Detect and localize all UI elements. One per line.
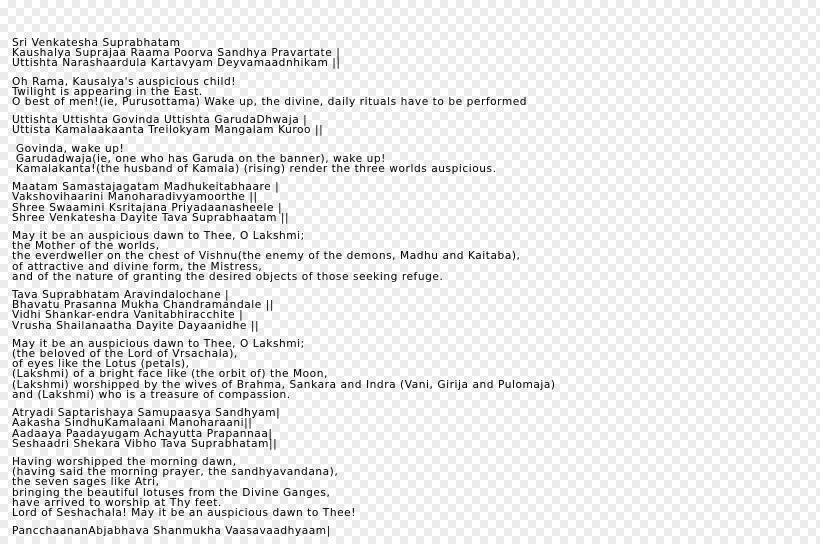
- text-line: Shree Swaamini Ksritajana Priyadaanasheele |: [12, 201, 283, 214]
- text-line: Govinda, wake up!: [12, 142, 125, 155]
- text-line: Vrusha Shailanaatha Dayite Dayaanidhe ||: [12, 319, 260, 332]
- text-line: Seshaadri Shekara Vibho Tava Suprabhatam||: [12, 437, 278, 450]
- text-line: bringing the beautiful lotuses from the Divine Ganges,: [12, 486, 331, 499]
- text-line: the Mother of the worlds,: [12, 240, 160, 253]
- text-line: of eyes like the Lotus (petals),: [12, 358, 190, 371]
- text-line: Uttishta Uttishta Govinda Uttishta GarudaDhwaja |: [12, 114, 308, 127]
- document-body: [12, 38, 812, 544]
- text-line: Sri Venkatesha Suprabhatam: [12, 37, 181, 49]
- stanza: [12, 182, 812, 223]
- text-line: the seven sages like Atri,: [12, 476, 160, 489]
- stanza: [12, 38, 812, 69]
- text-line: Oh Rama, Kausalya's auspicious child!: [12, 75, 237, 88]
- text-line: Kaushalya Suprajaa Raama Poorva Sandhya Pravartate |: [12, 47, 341, 60]
- stanza: [12, 290, 812, 331]
- text-line: Vakshovihaarini Manoharadivyamoorthe ||: [12, 191, 258, 204]
- text-line: Uttishta Narashaardula Kartavyam Deyvamaadnhikam ||: [12, 57, 341, 70]
- text-line: May it be an auspicious dawn to Thee, O Lakshmi;: [12, 230, 305, 243]
- text-line: Aadaaya Paadayugam Achayutta Prapannaa|: [12, 427, 273, 440]
- text-line: Shree Venkatesha Dayite Tava Suprabhaatam ||: [12, 211, 290, 224]
- stanza: [12, 408, 812, 449]
- text-line: (the beloved of the Lord of Vrsachala),: [12, 348, 238, 361]
- text-line: Atryadi Saptarishaya Samupaasya Sandhyam|: [12, 407, 281, 420]
- text-line: Kamalakanta!(the husband of Kamala) (rising) render the three worlds auspicious.: [12, 163, 497, 176]
- text-line: Tava Suprabhatam Aravindalochane |: [12, 289, 230, 302]
- text-line: (Lakshmi) worshipped by the wives of Brahma, Sankara and Indra (Vani, Girija and Pulomaja): [12, 378, 556, 391]
- text-line: (having said the morning prayer, the sandhyavandana),: [12, 466, 339, 479]
- text-line: O best of men!(ie, Purusottama) Wake up, the divine, daily rituals have to be performed: [12, 96, 528, 109]
- text-line: PancchaananAbjabhava Shanmukha Vaasavaadhyaam|: [12, 525, 331, 538]
- stanza: [12, 339, 812, 400]
- text-line: and (Lakshmi) who is a treasure of compassion.: [12, 388, 291, 401]
- text-line: Aakasha SindhuKamalaani Manoharaani||: [12, 417, 253, 430]
- stanza: [12, 144, 812, 175]
- text-line: Having worshipped the morning dawn,: [12, 455, 237, 468]
- text-line: Garudadwaja(ie, one who has Garuda on the banner), wake up!: [12, 152, 386, 165]
- text-line: Lord of Seshachala! May it be an auspicious dawn to Thee!: [12, 506, 357, 519]
- stanza: [12, 231, 812, 282]
- stanza: [12, 526, 812, 536]
- stanza: [12, 457, 812, 518]
- stanza: [12, 115, 812, 135]
- text-line: Vidhi Shankar-endra Vanitabhiracchite |: [12, 309, 244, 322]
- text-line: Uttista Kamalaakaanta Treilokyam Mangalam Kuroo ||: [12, 124, 324, 137]
- stanza: [12, 77, 812, 108]
- text-line: of attractive and divine form, the Mistress,: [12, 260, 263, 273]
- text-line: (Lakshmi) of a bright face like (the orbit of) the Moon,: [12, 368, 328, 381]
- text-line: the everdweller on the chest of Vishnu(the enemy of the demons, Madhu and Kaitaba),: [12, 250, 521, 263]
- text-line: Twilight is appearing in the East.: [12, 85, 203, 98]
- text-line: and of the nature of granting the desired objects of those seeking refuge.: [12, 270, 444, 283]
- text-line: Bhavatu Prasanna Mukha Chandramandale ||: [12, 299, 274, 312]
- text-line: May it be an auspicious dawn to Thee, O Lakshmi;: [12, 337, 305, 350]
- text-line: Maatam Samastajagatam Madhukeitabhaare |: [12, 181, 280, 194]
- text-line: have arrived to worship at Thy feet.: [12, 496, 222, 509]
